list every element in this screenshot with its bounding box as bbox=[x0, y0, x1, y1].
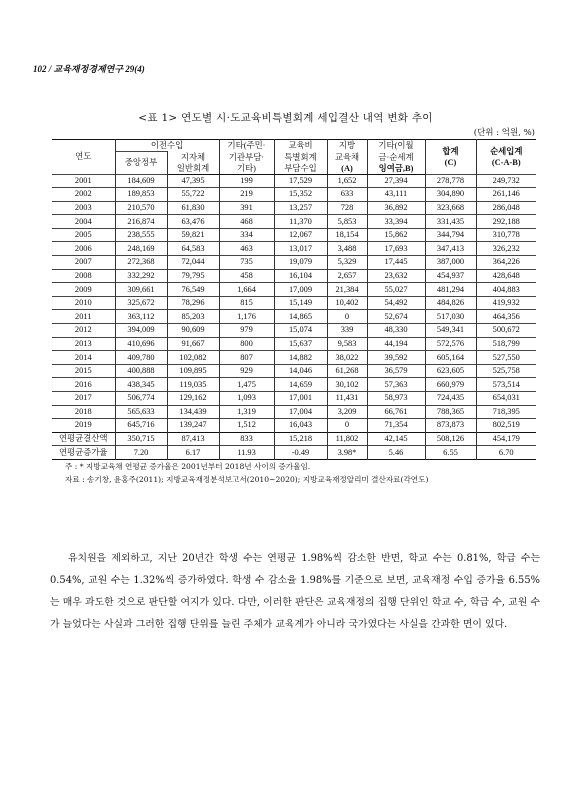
table-cell: 454,937 bbox=[425, 269, 476, 283]
table-cell: 3,209 bbox=[327, 405, 367, 419]
table-cell: 404,883 bbox=[476, 283, 536, 297]
table-cell: 58,973 bbox=[367, 392, 425, 406]
table-row bbox=[52, 296, 536, 310]
table-cell: 15,149 bbox=[274, 296, 327, 310]
revenue-table bbox=[52, 139, 536, 460]
table-cell: 216,874 bbox=[115, 215, 167, 229]
table-cell: 310,778 bbox=[476, 228, 536, 242]
table-cell: 11.93 bbox=[219, 446, 274, 460]
table-cell: 1,664 bbox=[219, 283, 274, 297]
table-cell: 12,067 bbox=[274, 228, 327, 242]
table-row bbox=[52, 228, 536, 242]
row-label: 2016 bbox=[52, 378, 115, 392]
table-cell: 573,514 bbox=[476, 378, 536, 392]
header-carry-2: 금·순세계 bbox=[367, 152, 425, 163]
header-total-line2: (C) bbox=[444, 157, 457, 167]
table-cell: 109,895 bbox=[167, 364, 219, 378]
table-row bbox=[52, 419, 536, 433]
table-cell: 735 bbox=[219, 256, 274, 270]
table-cell: 17,693 bbox=[367, 242, 425, 256]
table-cell: 189,853 bbox=[115, 188, 167, 202]
table-title: <표 1> 연도별 시·도교육비특별회계 세입결산 내역 변화 추이 bbox=[138, 112, 433, 124]
table-cell: 210,570 bbox=[115, 201, 167, 215]
table-cell: 78,296 bbox=[167, 296, 219, 310]
table-cell: 11,370 bbox=[274, 215, 327, 229]
table-row-growth-rate bbox=[52, 446, 536, 460]
table-cell: 286,048 bbox=[476, 201, 536, 215]
table-row bbox=[52, 269, 536, 283]
table-cell: 565,633 bbox=[115, 405, 167, 419]
table-cell: 323,668 bbox=[425, 201, 476, 215]
table-cell: 1,512 bbox=[219, 419, 274, 433]
table-cell: 76,549 bbox=[167, 283, 219, 297]
table-cell: 409,780 bbox=[115, 351, 167, 365]
table-cell: 873,873 bbox=[425, 419, 476, 433]
table-cell: 15,862 bbox=[367, 228, 425, 242]
header-net-line2: (C-A-B) bbox=[491, 157, 521, 167]
table-notes bbox=[65, 460, 428, 486]
table-cell: 387,000 bbox=[425, 256, 476, 270]
row-label: 2002 bbox=[52, 188, 115, 202]
table-cell: 36,892 bbox=[367, 201, 425, 215]
table-cell: 36,579 bbox=[367, 364, 425, 378]
table-cell: 17,004 bbox=[274, 405, 327, 419]
table-cell: 272,368 bbox=[115, 256, 167, 270]
table-cell: 63,476 bbox=[167, 215, 219, 229]
header-debt-3: (A) bbox=[327, 163, 367, 175]
table-cell: 54,492 bbox=[367, 296, 425, 310]
table-cell: 527,550 bbox=[476, 351, 536, 365]
table-cell: 344,794 bbox=[425, 228, 476, 242]
table-row bbox=[52, 242, 536, 256]
body-paragraph: 유치원을 제외하고, 지난 20년간 학생 수는 연평균 1.98%씩 감소한 반면, 학교 수는 0.81%, 학급 수는 0.54%, 교원 수는 1.32%씩 증가하였다. 학생 수 감소율 1.98%를 기준으로 보면, 교육재정 수입 증가율 6.55%는 매우 과도한 것으로 판단할 여지가 있다. 다만, 이러한 판단은 교육재정의 집행 단위인 학교 수, 학급 수, 교원 수가 늘었다는 사실과 그러한 집행 단위를 늘린 주체가 교육계가 아니라 국가였다는 사실을 간과한 면이 있다. bbox=[50, 553, 540, 630]
table-cell: 1,319 bbox=[219, 405, 274, 419]
table-cell: 11,431 bbox=[327, 392, 367, 406]
table-cell: 428,648 bbox=[476, 269, 536, 283]
table-cell: 549,341 bbox=[425, 324, 476, 338]
table-cell: 17,529 bbox=[274, 174, 327, 188]
row-label: 2013 bbox=[52, 337, 115, 351]
table-cell: 13,017 bbox=[274, 242, 327, 256]
table-cell: 48,330 bbox=[367, 324, 425, 338]
table-cell: 350,715 bbox=[115, 432, 167, 446]
header-total bbox=[425, 140, 476, 175]
table-cell: 15,637 bbox=[274, 337, 327, 351]
table-cell: 815 bbox=[219, 296, 274, 310]
table-cell: 800 bbox=[219, 337, 274, 351]
table-row bbox=[52, 392, 536, 406]
table-cell: 249,732 bbox=[476, 174, 536, 188]
table-cell: 400,888 bbox=[115, 364, 167, 378]
table-cell: 14,865 bbox=[274, 310, 327, 324]
table-cell: 43,111 bbox=[367, 188, 425, 202]
table-cell: 438,345 bbox=[115, 378, 167, 392]
row-label: 2004 bbox=[52, 215, 115, 229]
table-row bbox=[52, 351, 536, 365]
table-row bbox=[52, 405, 536, 419]
table-cell: 394,009 bbox=[115, 324, 167, 338]
table-body bbox=[52, 174, 536, 459]
table-unit: (단위 : 억원, %) bbox=[473, 128, 535, 138]
table-row bbox=[52, 364, 536, 378]
table-cell: 72,044 bbox=[167, 256, 219, 270]
table-cell: 14,046 bbox=[274, 364, 327, 378]
table-row bbox=[52, 324, 536, 338]
header-local-1: 지자체 bbox=[167, 152, 219, 163]
running-head: 102 / 교육재정경제연구 29(4) bbox=[33, 64, 145, 74]
header-local-2: 일반회계 bbox=[167, 163, 219, 175]
table-cell: 19,079 bbox=[274, 256, 327, 270]
table-cell: 654,031 bbox=[476, 392, 536, 406]
table-cell: 7.20 bbox=[115, 446, 167, 460]
table-cell: 833 bbox=[219, 432, 274, 446]
table-row bbox=[52, 310, 536, 324]
table-cell: 464,356 bbox=[476, 310, 536, 324]
header-other-3: 기타) bbox=[219, 163, 274, 175]
table-cell: 508,126 bbox=[425, 432, 476, 446]
table-cell: 506,774 bbox=[115, 392, 167, 406]
row-label: 2011 bbox=[52, 310, 115, 324]
row-label: 2008 bbox=[52, 269, 115, 283]
table-cell: 1,093 bbox=[219, 392, 274, 406]
table-cell: 90,609 bbox=[167, 324, 219, 338]
table-cell: 645,716 bbox=[115, 419, 167, 433]
table-cell: 481,294 bbox=[425, 283, 476, 297]
row-label: 2010 bbox=[52, 296, 115, 310]
table-cell: 17,445 bbox=[367, 256, 425, 270]
header-year: 연도 bbox=[52, 140, 115, 175]
table-cell: 139,247 bbox=[167, 419, 219, 433]
table-cell: 410,696 bbox=[115, 337, 167, 351]
table-cell: 1,475 bbox=[219, 378, 274, 392]
table-cell: 33,394 bbox=[367, 215, 425, 229]
header-edu-2: 특별회계 bbox=[274, 152, 327, 163]
table-cell: 11,802 bbox=[327, 432, 367, 446]
row-label: 2019 bbox=[52, 419, 115, 433]
row-label: 2009 bbox=[52, 283, 115, 297]
header-debt-1: 지방 bbox=[327, 140, 367, 152]
table-cell: 16,043 bbox=[274, 419, 327, 433]
table-cell: 517,030 bbox=[425, 310, 476, 324]
table-cell: 2,657 bbox=[327, 269, 367, 283]
table-cell: 1,176 bbox=[219, 310, 274, 324]
table-cell: 334 bbox=[219, 228, 274, 242]
header-transfer-group: 이전수입 bbox=[115, 140, 219, 152]
table-cell: 363,112 bbox=[115, 310, 167, 324]
table-cell: 129,162 bbox=[167, 392, 219, 406]
table-cell: 325,672 bbox=[115, 296, 167, 310]
table-cell: 364,226 bbox=[476, 256, 536, 270]
table-cell: 292,188 bbox=[476, 215, 536, 229]
table-cell: 304,890 bbox=[425, 188, 476, 202]
table-cell: 347,413 bbox=[425, 242, 476, 256]
table-row bbox=[52, 337, 536, 351]
row-label: 2003 bbox=[52, 201, 115, 215]
table-cell: 6.70 bbox=[476, 446, 536, 460]
table-cell: 71,354 bbox=[367, 419, 425, 433]
header-net bbox=[476, 140, 536, 175]
row-label: 연평균증가율 bbox=[52, 446, 115, 460]
table-cell: 199 bbox=[219, 174, 274, 188]
table-row bbox=[52, 283, 536, 297]
table-cell: 219 bbox=[219, 188, 274, 202]
header-other-1: 기타(주민· bbox=[219, 140, 274, 152]
table-cell: 458 bbox=[219, 269, 274, 283]
note-footnote: 주 : * 지방교육채 연평균 증가율은 2001년부터 2018년 사이의 증가율임. bbox=[65, 462, 311, 471]
row-label: 2014 bbox=[52, 351, 115, 365]
table-cell: 525,758 bbox=[476, 364, 536, 378]
table-cell: 718,395 bbox=[476, 405, 536, 419]
table-cell: 419,932 bbox=[476, 296, 536, 310]
table-row bbox=[52, 201, 536, 215]
body-text bbox=[50, 548, 540, 636]
table-cell: 15,352 bbox=[274, 188, 327, 202]
table-cell: 15,218 bbox=[274, 432, 327, 446]
table-cell: 484,826 bbox=[425, 296, 476, 310]
header-carry-1: 기타(이월 bbox=[367, 140, 425, 152]
table-cell: 0 bbox=[327, 419, 367, 433]
header-other-2: 기관부담· bbox=[219, 152, 274, 163]
table-cell: 14,659 bbox=[274, 378, 327, 392]
table-cell: 788,365 bbox=[425, 405, 476, 419]
table-cell: 309,661 bbox=[115, 283, 167, 297]
table-cell: 55,722 bbox=[167, 188, 219, 202]
table-cell: 5,853 bbox=[327, 215, 367, 229]
table-cell: 66,761 bbox=[367, 405, 425, 419]
table-cell: 102,082 bbox=[167, 351, 219, 365]
header-central: 중앙정부 bbox=[115, 152, 167, 175]
row-label: 2017 bbox=[52, 392, 115, 406]
table-cell: 9,583 bbox=[327, 337, 367, 351]
row-label: 2007 bbox=[52, 256, 115, 270]
table-cell: 134,439 bbox=[167, 405, 219, 419]
table-cell: 39,592 bbox=[367, 351, 425, 365]
table-cell: 724,435 bbox=[425, 392, 476, 406]
table-row bbox=[52, 215, 536, 229]
table-cell: 6.55 bbox=[425, 446, 476, 460]
table-cell: 807 bbox=[219, 351, 274, 365]
table-cell: 500,672 bbox=[476, 324, 536, 338]
table-cell: 605,164 bbox=[425, 351, 476, 365]
row-label: 2001 bbox=[52, 174, 115, 188]
table-cell: 52,674 bbox=[367, 310, 425, 324]
table-cell: 87,413 bbox=[167, 432, 219, 446]
header-edu-1: 교육비 bbox=[274, 140, 327, 152]
table-row bbox=[52, 188, 536, 202]
table-cell: 391 bbox=[219, 201, 274, 215]
header-total-line1: 합계 bbox=[442, 146, 459, 156]
table-cell: 85,203 bbox=[167, 310, 219, 324]
table-cell: -0.49 bbox=[274, 446, 327, 460]
table-cell: 42,145 bbox=[367, 432, 425, 446]
table-cell: 27,394 bbox=[367, 174, 425, 188]
table-cell: 13,257 bbox=[274, 201, 327, 215]
table-cell: 10,402 bbox=[327, 296, 367, 310]
table-cell: 802,519 bbox=[476, 419, 536, 433]
table-row bbox=[52, 174, 536, 188]
table-cell: 454,179 bbox=[476, 432, 536, 446]
header-net-line1: 순세입계 bbox=[490, 146, 523, 156]
row-label: 2015 bbox=[52, 364, 115, 378]
table-cell: 3,488 bbox=[327, 242, 367, 256]
row-label: 연평균결산액 bbox=[52, 432, 115, 446]
table-cell: 6.17 bbox=[167, 446, 219, 460]
table-cell: 339 bbox=[327, 324, 367, 338]
table-cell: 332,292 bbox=[115, 269, 167, 283]
table-cell: 238,555 bbox=[115, 228, 167, 242]
table-row bbox=[52, 378, 536, 392]
table-cell: 57,363 bbox=[367, 378, 425, 392]
table-cell: 518,799 bbox=[476, 337, 536, 351]
table-cell: 18,154 bbox=[327, 228, 367, 242]
table-cell: 572,576 bbox=[425, 337, 476, 351]
table-cell: 278,778 bbox=[425, 174, 476, 188]
table-cell: 5.46 bbox=[367, 446, 425, 460]
table-cell: 468 bbox=[219, 215, 274, 229]
table-cell: 61,268 bbox=[327, 364, 367, 378]
table-cell: 331,435 bbox=[425, 215, 476, 229]
table-cell: 15,074 bbox=[274, 324, 327, 338]
table-cell: 728 bbox=[327, 201, 367, 215]
table-cell: 1,652 bbox=[327, 174, 367, 188]
table-cell: 660,979 bbox=[425, 378, 476, 392]
table-cell: 623,605 bbox=[425, 364, 476, 378]
table-cell: 44,194 bbox=[367, 337, 425, 351]
table-cell: 55,027 bbox=[367, 283, 425, 297]
table-cell: 979 bbox=[219, 324, 274, 338]
table-cell: 91,667 bbox=[167, 337, 219, 351]
table-cell: 3.98* bbox=[327, 446, 367, 460]
table-cell: 184,609 bbox=[115, 174, 167, 188]
table-cell: 633 bbox=[327, 188, 367, 202]
table-cell: 17,001 bbox=[274, 392, 327, 406]
table-cell: 14,882 bbox=[274, 351, 327, 365]
table-cell: 79,795 bbox=[167, 269, 219, 283]
header-edu-3: 부담수입 bbox=[274, 163, 327, 175]
table-cell: 59,821 bbox=[167, 228, 219, 242]
row-label: 2005 bbox=[52, 228, 115, 242]
table-cell: 47,395 bbox=[167, 174, 219, 188]
header-carry-3: 잉여금,B) bbox=[367, 163, 425, 175]
header-debt-2: 교육채 bbox=[327, 152, 367, 163]
table-cell: 929 bbox=[219, 364, 274, 378]
table-cell: 0 bbox=[327, 310, 367, 324]
table-cell: 21,384 bbox=[327, 283, 367, 297]
table-cell: 23,632 bbox=[367, 269, 425, 283]
table-cell: 463 bbox=[219, 242, 274, 256]
table-cell: 64,583 bbox=[167, 242, 219, 256]
row-label: 2006 bbox=[52, 242, 115, 256]
table-row bbox=[52, 256, 536, 270]
table-cell: 16,104 bbox=[274, 269, 327, 283]
note-source: 자료 : 송기창, 윤홍주(2011); 지방교육재정분석보고서(2010~2020); 지방교육재정알리미 결산자료(각연도) bbox=[65, 475, 429, 484]
table-cell: 38,022 bbox=[327, 351, 367, 365]
table-cell: 30,102 bbox=[327, 378, 367, 392]
table-cell: 248,169 bbox=[115, 242, 167, 256]
table-cell: 261,146 bbox=[476, 188, 536, 202]
table-cell: 61,830 bbox=[167, 201, 219, 215]
table-cell: 17,009 bbox=[274, 283, 327, 297]
table-cell: 326,232 bbox=[476, 242, 536, 256]
row-label: 2012 bbox=[52, 324, 115, 338]
table-cell: 5,329 bbox=[327, 256, 367, 270]
row-label: 2018 bbox=[52, 405, 115, 419]
table-cell: 119,035 bbox=[167, 378, 219, 392]
table-row-average bbox=[52, 432, 536, 446]
